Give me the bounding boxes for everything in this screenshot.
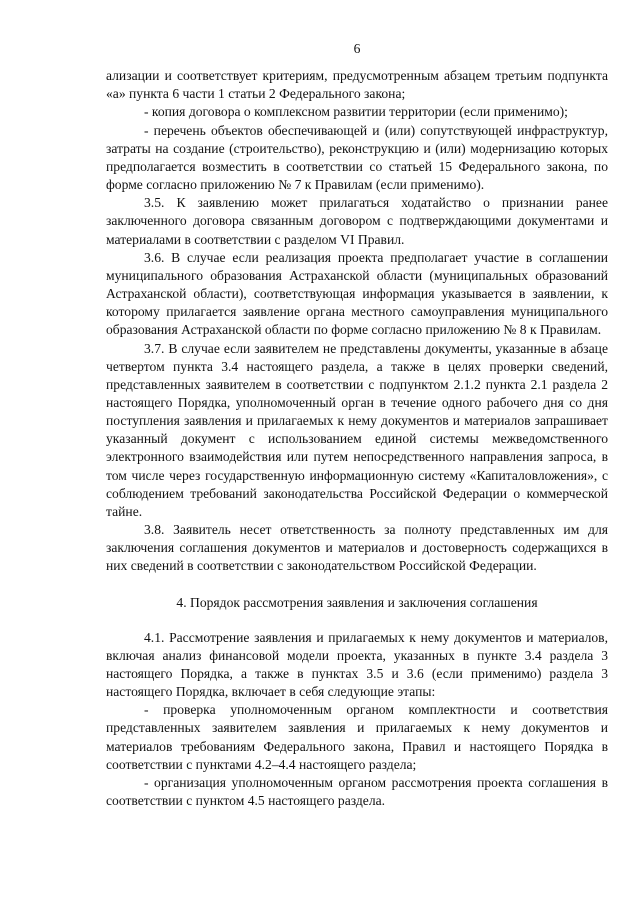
document-page (106, 40, 608, 810)
paragraph-4-1: 4.1. Рассмотрение заявления и прилагаемых к нему документов и материалов, включая анализ финансовой модели проекта, указанных в пункте 3.4 раздела 3 настоящего Порядка, а также в пунктах 3.5 и 3.6 (если применимо) раздела 3 настоящего Порядка, включает в себя следующие этапы: (106, 629, 608, 700)
bullet-item-infrastructure-list: - перечень объектов обеспечивающей и (или) сопутствующей инфраструктур, затраты на создание (строительство), реконструкцию и (или) модернизацию которых предполагается возместить в соответствии со статьей 15 Федерального закона, по форме согласно приложению № 7 к Правилам (если применимо). (106, 122, 608, 193)
bullet-item-review-organization: - организация уполномоченным органом рассмотрения проекта соглашения в соответствии с пунктом 4.5 настоящего раздела. (106, 774, 608, 809)
paragraph-3-5: 3.5. К заявлению может прилагаться ходатайство о признании ранее заключенного договора связанным договором с подтверждающими документами и материалами в соответствии с разделом VI Правил. (106, 195, 608, 247)
section-heading: 4. Порядок рассмотрения заявления и заключения соглашения (176, 594, 538, 610)
paragraph-continuation: ализации и соответствует критериям, предусмотренным абзацем третьим подпункта «а» пункта 6 части 1 статьи 2 Федерального закона; (106, 68, 608, 102)
bullet-item-development-contract: - копия договора о комплексном развитии территории (если применимо); (144, 104, 568, 120)
paragraph-3-6: 3.6. В случае если реализация проекта предполагает участие в соглашении муниципального образования Астраханской области (муниципальных образований Астраханской области), соответствующая информация указывается в заявлении, к которому прилагается заявление органа местного самоуправления муниципального образования Астраханской области по форме согласно приложению № 8 к Правилам. (106, 249, 608, 338)
page-number: 6 (353, 41, 361, 56)
bullet-item-completeness-check: - проверка уполномоченным органом комплектности и соответствия представленных заявителем заявления и прилагаемых к нему документов и материалов требованиям Федерального закона, Правил и настоящего Порядка в соответствии с пунктами 4.2–4.4 настоящего раздела; (106, 702, 608, 772)
paragraph-3-8: 3.8. Заявитель несет ответственность за полноту представленных им для заключения соглашения документов и материалов и достоверность содержащихся в них сведений в соответствии с законодательством Российской Федерации. (106, 522, 608, 574)
paragraph-3-7: 3.7. В случае если заявителем не представлены документы, указанные в абзаце четвертом пункта 3.4 настоящего раздела, а также в целях проверки сведений, представленных заявителем в соответствии с подпунктом 2.1.2 пункта 2.1 раздела 2 настоящего Порядка, уполномоченный орган в течение одного рабочего дня со дня поступления заявления и прилагаемых к нему документов и материалов запрашивает указанный документ с использованием единой системы межведомственного электронного взаимодействия или путем непосредственного направления запроса, в том числе через государственную информационную систему «Капиталовложения», с соблюдением требований законодательства Российской Федерации о коммерческой тайне. (106, 340, 608, 519)
